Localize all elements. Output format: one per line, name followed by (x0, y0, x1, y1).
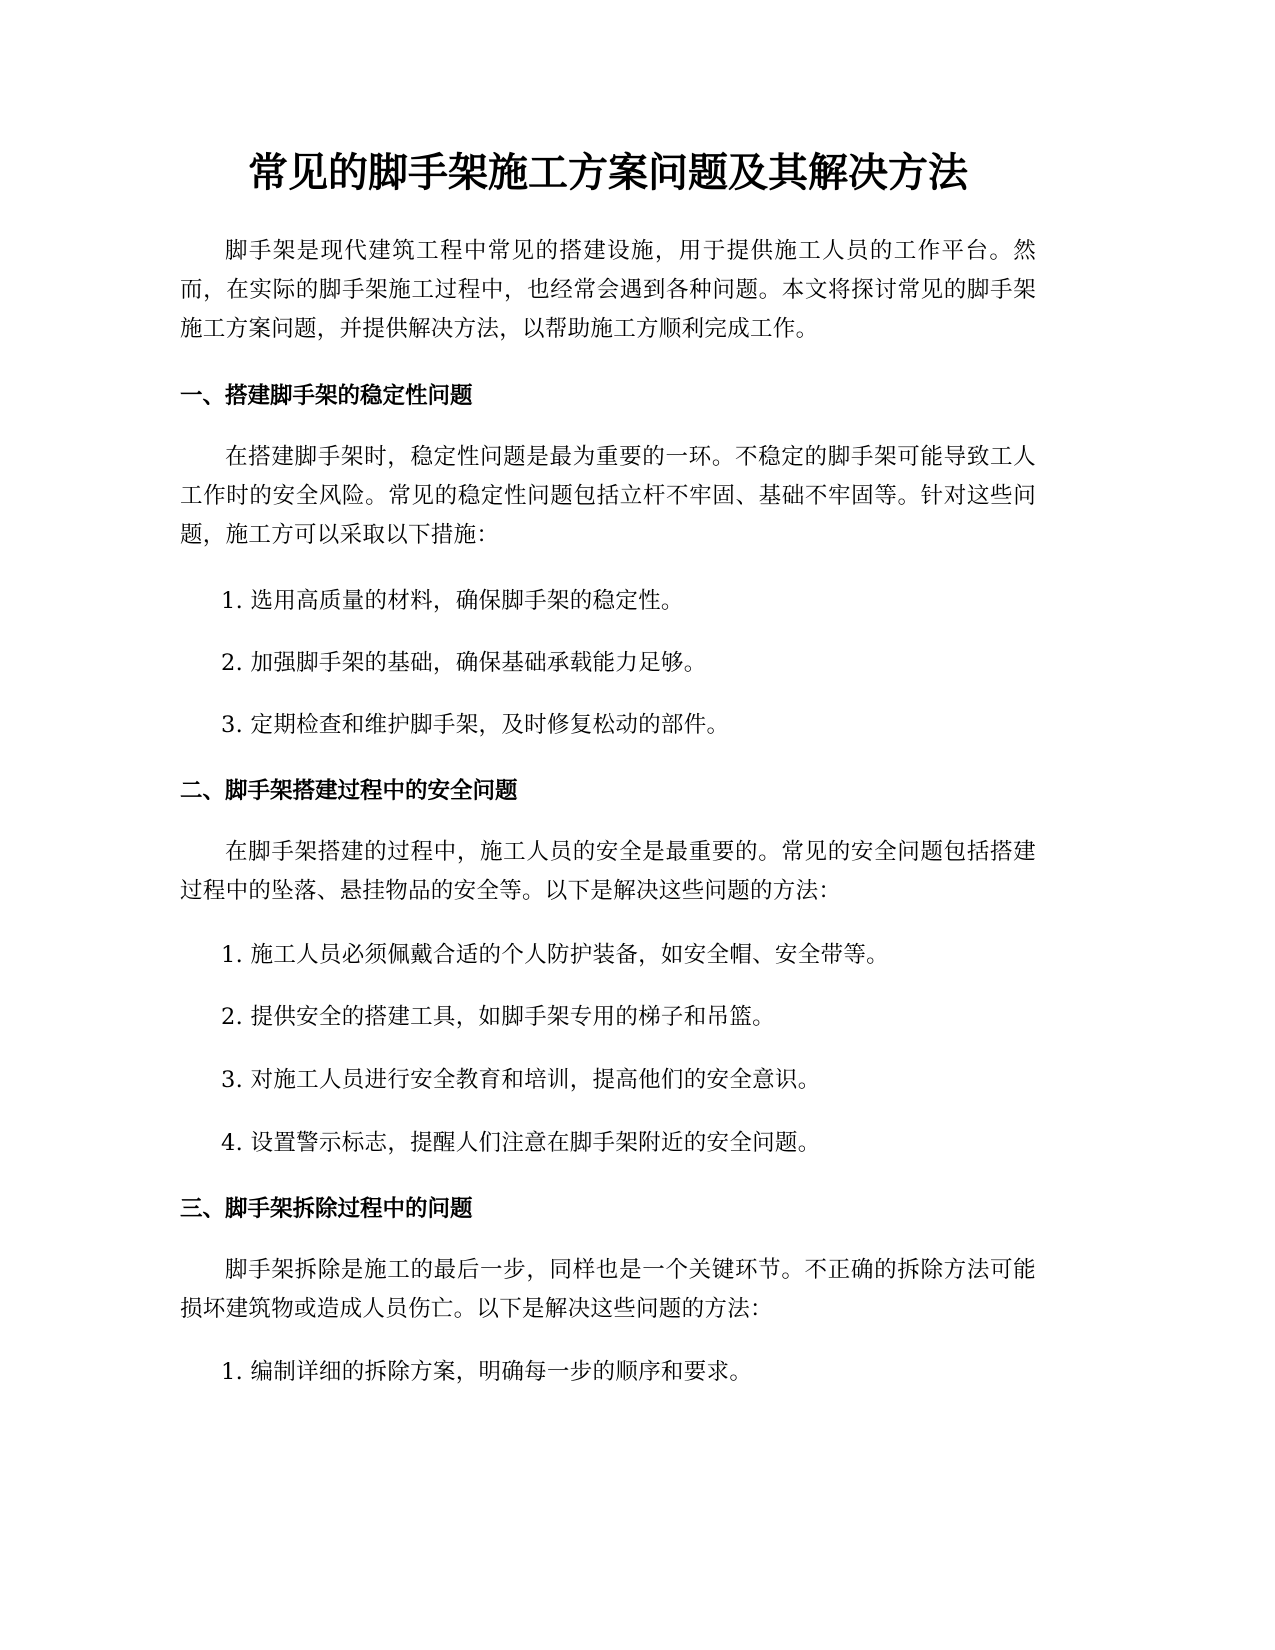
section-3-item-1: 1. 编制详细的拆除方案，明确每一步的顺序和要求。 (221, 1359, 753, 1385)
section-3-heading: 三、脚手架拆除过程中的问题 (180, 1196, 473, 1222)
section-2-item-3: 3. 对施工人员进行安全教育和培训，提高他们的安全意识。 (221, 1067, 821, 1093)
section-2-heading: 二、脚手架搭建过程中的安全问题 (180, 778, 518, 804)
section-3-paragraph: 脚手架拆除是施工的最后一步，同样也是一个关键环节。不正确的拆除方法可能损坏建筑物或造成人员伤亡。以下是解决这些问题的方法： (180, 1257, 1036, 1322)
section-2-item-2: 2. 提供安全的搭建工具，如脚手架专用的梯子和吊篮。 (221, 1004, 775, 1030)
section-1-item-2: 2. 加强脚手架的基础，确保基础承载能力足够。 (221, 650, 707, 676)
section-2-item-4: 4. 设置警示标志，提醒人们注意在脚手架附近的安全问题。 (221, 1130, 821, 1156)
document-title: 常见的脚手架施工方案问题及其解决方法 (248, 150, 968, 196)
section-2-item-1: 1. 施工人员必须佩戴合适的个人防护装备，如安全帽、安全带等。 (221, 942, 889, 968)
section-1-heading: 一、搭建脚手架的稳定性问题 (180, 383, 473, 409)
section-1-item-1: 1. 选用高质量的材料，确保脚手架的稳定性。 (221, 588, 684, 614)
section-2-paragraph: 在脚手架搭建的过程中，施工人员的安全是最重要的。常见的安全问题包括搭建过程中的坠落、悬挂物品的安全等。以下是解决这些问题的方法： (180, 839, 1036, 904)
intro-paragraph: 脚手架是现代建筑工程中常见的搭建设施，用于提供施工人员的工作平台。然而，在实际的脚手架施工过程中，也经常会遇到各种问题。本文将探讨常见的脚手架施工方案问题，并提供解决方法，以帮助施工方顺利完成工作。 (180, 238, 1036, 342)
section-1-paragraph: 在搭建脚手架时，稳定性问题是最为重要的一环。不稳定的脚手架可能导致工人工作时的安全风险。常见的稳定性问题包括立杆不牢固、基础不牢固等。针对这些问题，施工方可以采取以下措施： (180, 444, 1036, 548)
section-1-item-3: 3. 定期检查和维护脚手架，及时修复松动的部件。 (221, 712, 730, 738)
